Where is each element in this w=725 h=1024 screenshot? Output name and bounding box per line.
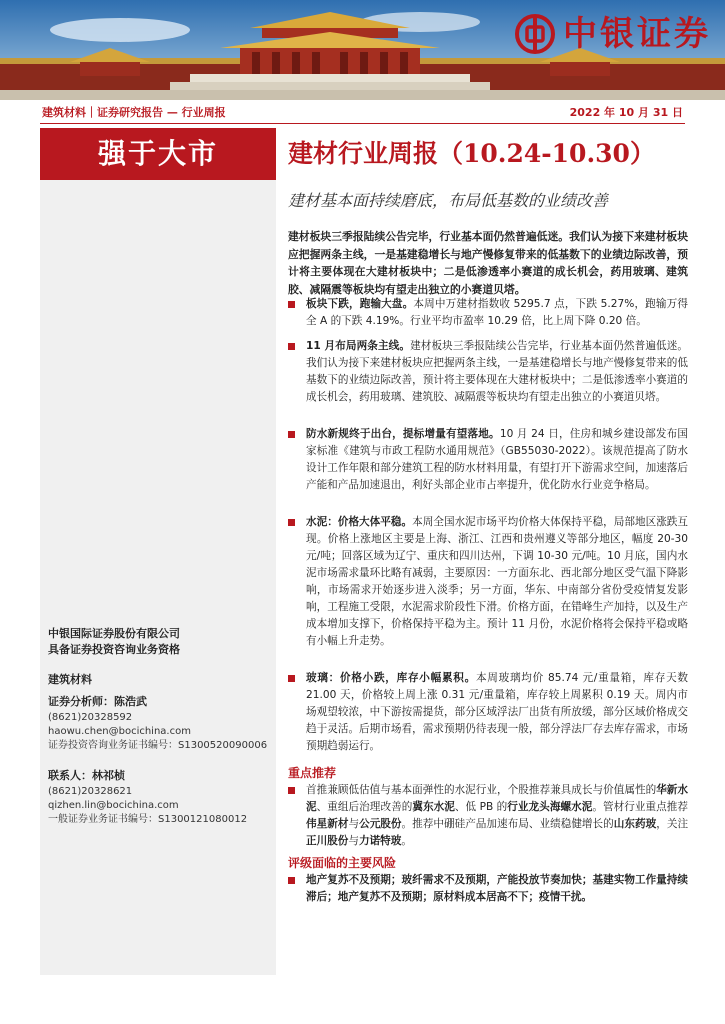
pick-stock: 山东药玻 [613, 818, 657, 830]
rating-badge: 强于大市 [40, 128, 276, 180]
header-banner [0, 0, 725, 100]
bullet-marker-icon [288, 877, 295, 884]
pick-stock: 力诺特玻 [358, 835, 402, 847]
contact-name: 联系人：林祁桢 [48, 769, 125, 782]
picks-text: 首推兼顾低估值与基本面弹性的水泥行业，个股推荐兼具成长与价值属性的 [306, 784, 657, 796]
pick-stock: 华新水泥 [306, 784, 689, 813]
bullet-marker-icon [288, 301, 295, 308]
pick-stock: 公元股份 [359, 818, 402, 830]
picks-text: 与 [348, 835, 359, 847]
pick-stock: 伟星新材 [306, 818, 349, 830]
bullet-marker-icon [288, 787, 295, 794]
report-title: 建材行业周报（10.24-10.30） [288, 139, 655, 168]
license-note: 具备证券投资咨询业务资格 [48, 643, 180, 656]
bullet-lead: 玻璃：价格小跌，库存小幅累积。 [306, 672, 476, 684]
picks-text: 与 [348, 818, 360, 830]
analyst-email[interactable]: haowu.chen@bocichina.com [48, 726, 191, 737]
contact-phone: (8621)20328621 [48, 786, 133, 797]
bullet-lead: 11 月布局两条主线。 [306, 340, 411, 352]
left-sidebar [40, 128, 276, 975]
picks-text: 。 [401, 835, 412, 847]
report-date: 2022 年 10 月 31 日 [569, 106, 683, 119]
risk-heading: 评级面临的主要风险 [288, 856, 397, 870]
pick-stock: 正川股份 [306, 835, 349, 847]
report-meta-bar [40, 102, 685, 124]
bullet-marker-icon [288, 343, 295, 350]
bullet-body: 本周中万建材指数收 5295.7 点，下跌 5.27%，跑输万得全 A 的下跌 4.19%。行业平均市盈率 10.29 倍，比上周下降 0.20 倍。 [306, 298, 688, 327]
bullet-body: 10 月 24 日，住房和城乡建设部发布国家标准《建筑与市政工程防水通用规范》（GB55030-2022）。该规范提高了防水设计工作年限和部分建筑工程的防水材料用量，有望打开下游需求空间，加速落后产能和产品加速退出，利好头部企业市占率提升，优化防水行业竞争格局。 [306, 428, 689, 491]
picks-text: 。管材行业重点推荐 [592, 801, 689, 813]
bullet-body: 本周玻璃均价 85.74 元/重量箱，库存天数 21.00 天，价格较上周上涨 0.31 元/重量箱，库存较上周累积 0.19 天。周内市场观望较浓，中下游按需提货，部分区域浮法厂出货有所放缓，部分区域价格成交趋于灵活。后期市场看，需求预期仍待表现一般，部分浮法厂存去库存需求，市场预期趋弱运行。 [306, 672, 688, 752]
report-subtitle: 建材基本面持续磨底，布局低基数的业绩改善 [288, 191, 609, 210]
bullet-body: 本周全国水泥市场平均价格大体保持平稳，局部地区涨跌互现。价格上涨地区主要是上海、浙江、江西和贵州遵义等部分地区，幅度 20-30 元/吨；回落区域为辽宁、重庆和四川达州，下调 10-30 元/吨。10 月底，国内水泥市场需求量环比略有减弱，主要原因：一方面东北、西北部分地区受气温下降影响，市场需求开始逐步进入淡季；另一方面，华东、中南部分省份受疫情复发影响，工程施工受限，水泥需求阶段性下滑。价格方面，在错峰生产加持，以及生产成本增加支撑下，价格保持平稳为主。预计 11 月份，水泥价格将会保持平稳或略有小幅上升走势。 [306, 516, 689, 647]
key-picks-heading: 重点推荐 [288, 766, 337, 780]
pick-stock: 行业龙头海螺水泥 [507, 801, 593, 813]
bullet-lead: 防水新规终于出台，提标增量有望落地。 [306, 428, 500, 440]
bullet-marker-icon [288, 519, 295, 526]
sector-label: 建筑材料 [48, 673, 92, 686]
picks-text: 。推荐中硼硅产品加速布局、业绩稳健增长的 [401, 818, 614, 830]
bullet-body: 建材板块三季报陆续公告完毕，行业基本面仍然普遍低迷。我们认为接下来建材板块应把握两条主线，一是基建稳增长与地产慢修复带来的低基数下的业绩边际改善，预计将主要体现在大建材板块中；二是低渗透率小赛道的成长机会，药用玻璃、建筑胶、减隔震等板块均有望走出独立的小赛道贝塔。 [306, 340, 688, 403]
bank-of-china-logo-icon [515, 14, 555, 54]
contact-certificate: 一般证券业务证书编号：S1300121080012 [48, 814, 248, 825]
picks-text: 、重组后治理改善的 [316, 801, 413, 813]
summary-paragraph: 建材板块三季报陆续公告完毕，行业基本面仍然普遍低迷。我们认为接下来建材板块应把握两条主线，一是基建稳增长与地产慢修复带来的低基数下的业绩边际改善，预计将主要体现在大建材板块中；二是低渗透率小赛道的成长机会，药用玻璃、建筑胶、减隔震等板块均有望走出独立的小赛道贝塔。 [288, 230, 688, 296]
pick-stock: 冀东水泥 [412, 801, 455, 813]
analyst-phone: (8621)20328592 [48, 712, 133, 723]
brand-name: 中银证券 [563, 14, 711, 54]
brand-logo [515, 14, 711, 54]
risk-text: 地产复苏不及预期；玻纤需求不及预期，产能投放节奏加快；基建实物工作量持续滞后；地产复苏不及预期；原材料成本居高不下；疫情干扰。 [306, 874, 688, 903]
company-name: 中银国际证券股份有限公司 [48, 627, 180, 640]
picks-text: 、低 PB 的 [454, 801, 508, 813]
contact-email[interactable]: qizhen.lin@bocichina.com [48, 800, 179, 811]
picks-text: ，关注 [656, 818, 689, 830]
analyst-certificate: 证券投资咨询业务证书编号：S1300520090006 [48, 740, 268, 751]
document-category: 建筑材料｜证券研究报告 — 行业周报 [42, 106, 226, 119]
bullet-lead: 水泥：价格大体平稳。 [306, 516, 413, 528]
bullet-lead: 板块下跌，跑输大盘。 [306, 298, 414, 310]
bullet-marker-icon [288, 675, 295, 682]
bullet-marker-icon [288, 431, 295, 438]
analyst-name: 证券分析师：陈浩武 [48, 695, 147, 708]
